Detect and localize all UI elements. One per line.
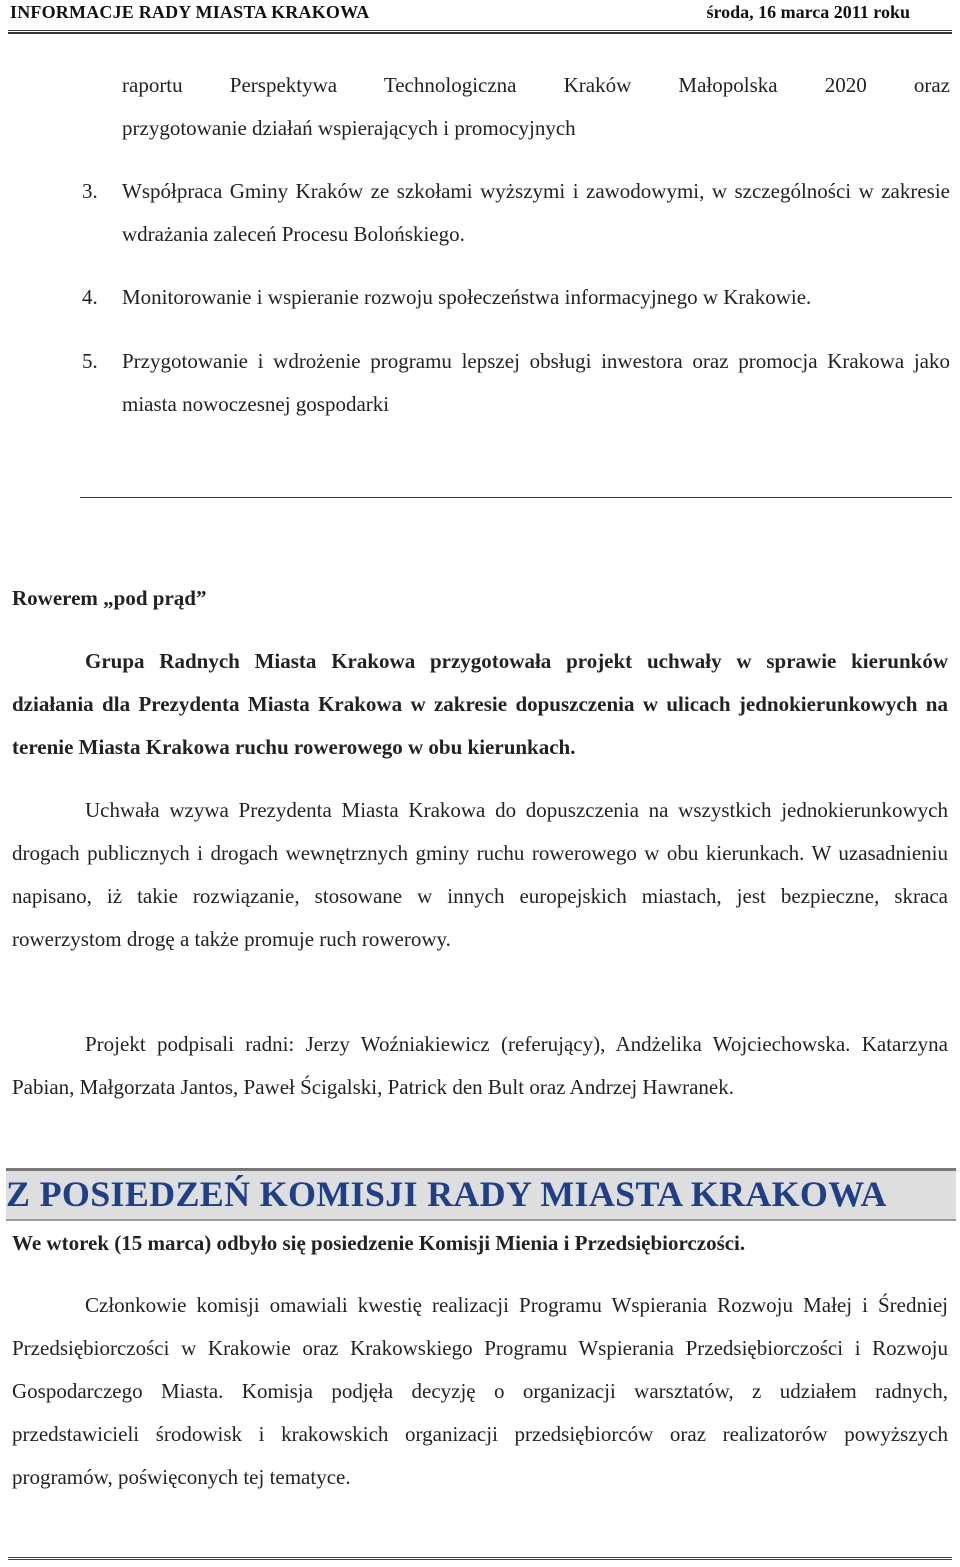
article-lead: Grupa Radnych Miasta Krakowa przygotowała projekt uchwały w sprawie kierunków działania dla Prezydenta Miasta Krakowa w zakresie dopuszczenia w ulicach jednokierunkowych na terenie Miasta Krakowa ruchu rowerowego w obu kierunkach. [12, 649, 948, 759]
article-title: Rowerem „pod prąd” [12, 586, 207, 610]
list-item-number: 3. [82, 179, 98, 203]
page-header [0, 0, 960, 32]
article-paragraph: Projekt podpisali radni: Jerzy Woźniakiewicz (referujący), Andżelika Wojciechowska. Katarzyna Pabian, Małgorzata Jantos, Paweł Ścigalski, Patrick den Bult oraz Andrzej Hawranek. [12, 1032, 948, 1099]
list-item-text: Monitorowanie i wspieranie rozwoju społeczeństwa informacyjnego w Krakowie. [122, 285, 812, 309]
list-item-text: Współpraca Gminy Kraków ze szkołami wyższymi i zawodowymi, w szczególności w zakresie wdrażania zaleceń Procesu Bolońskiego. [122, 179, 950, 246]
article-paragraph: Uchwała wzywa Prezydenta Miasta Krakowa do dopuszczenia na wszystkich jednokierunkowych drogach publicznych i drogach wewnętrznych gminy ruchu rowerowego w obu kierunkach. W uzasadnieniu napisano, iż takie rozwiązanie, stosowane w innych europejskich miastach, jest bezpieczne, skraca rowerzystom drogę a także promuje ruch rowerowy. [12, 798, 948, 951]
section-paragraph: Członkowie komisji omawiali kwestię realizacji Programu Wspierania Rozwoju Małej i Średniej Przedsiębiorczości w Krakowie oraz Krakowskiego Programu Wspierania Przedsiębiorczości i Rozwoju Gospodarczego Miasta. Komisja podjęła decyzję o organizacji warsztatów, z udziałem radnych, przedstawicieli środowisk i krakowskich organizacji przedsiębiorców oraz realizatorów powyższych programów, poświęconych tej tematyce. [12, 1293, 948, 1489]
list-item [82, 276, 950, 319]
section-title: Z POSIEDZEŃ KOMISJI RADY MIASTA KRAKOWA [6, 1174, 887, 1214]
footer-rule [8, 1557, 952, 1560]
list-item [82, 340, 950, 426]
publication-title: INFORMACJE RADY MIASTA KRAKOWA [10, 2, 370, 22]
list-item [82, 170, 950, 256]
list-item-text: Przygotowanie i wdrożenie programu lepszej obsługi inwestora oraz promocja Krakowa jako miasta nowoczesnej gospodarki [122, 349, 950, 416]
list-item-number: 4. [82, 285, 98, 309]
list-continuation-line-1: raportu Perspektywa Technologiczna Kraków Małopolska 2020 oraz [122, 73, 950, 97]
list-item-number: 5. [82, 349, 98, 373]
publication-date: środa, 16 marca 2011 roku [706, 2, 910, 22]
section-subtitle: We wtorek (15 marca) odbyło się posiedzenie Komisji Mienia i Przedsiębiorczości. [12, 1231, 746, 1255]
header-rule [8, 30, 952, 34]
article-separator [80, 497, 952, 498]
list-continuation-line-2: przygotowanie działań wspierających i promocyjnych [122, 116, 576, 140]
